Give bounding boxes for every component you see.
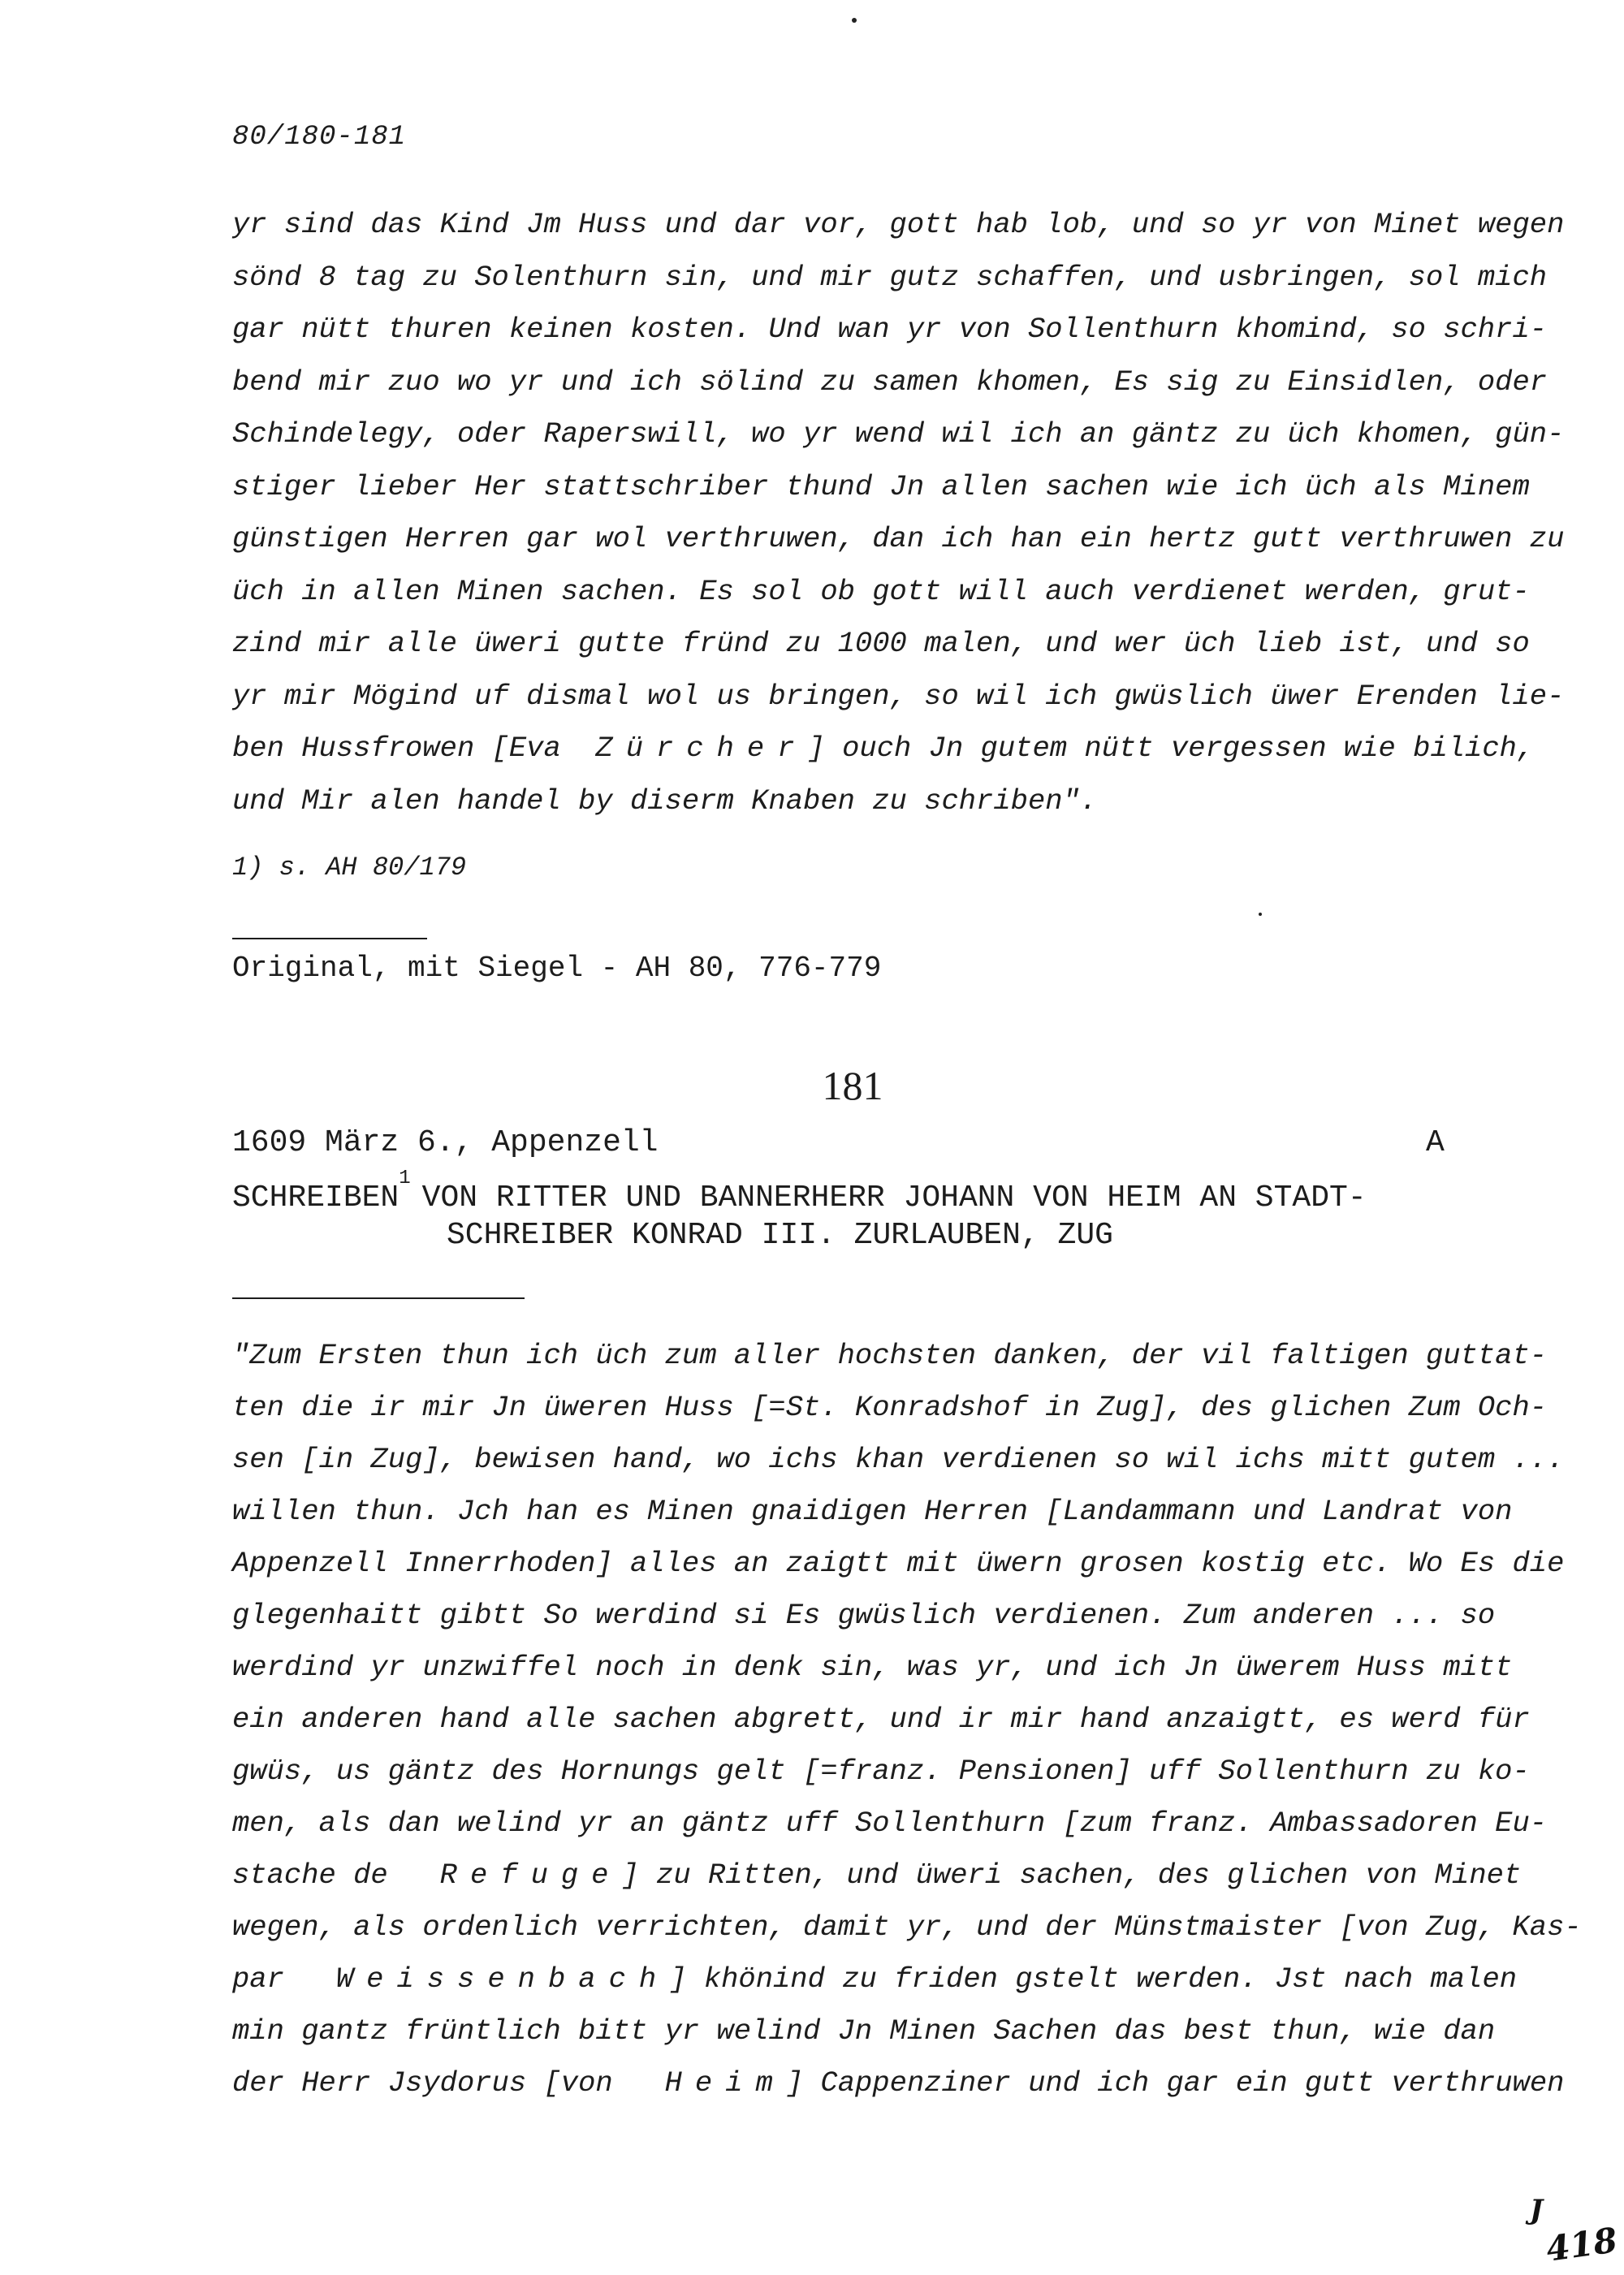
text-line xyxy=(232,1953,1518,2005)
text-line: sen [in Zug], bewisen hand, wo ichs khan verdienen so wil ichs mitt gutem ... xyxy=(232,1443,1565,1476)
text-segment: par xyxy=(232,1962,284,1996)
text-line: yr sind das Kind Jm Huss und dar vor, gott hab lob, und so yr von Minet wegen xyxy=(232,208,1565,241)
spaced-name: Heim xyxy=(664,2066,786,2100)
source-note: Original, mit Siegel - AH 80, 776-779 xyxy=(232,952,882,985)
divider xyxy=(232,1297,525,1299)
text-line xyxy=(232,2057,1565,2109)
text-line: gwüs, us gäntz des Hornungs gelt [=franz. Pensionen] uff Sollenthurn zu ko- xyxy=(232,1755,1530,1788)
text-line: Appenzell Innerrhoden] alles an zaigtt mit üwern grosen kostig etc. Wo Es die xyxy=(232,1547,1565,1580)
text-line: "Zum Ersten thun ich üch zum aller hochsten danken, der vil faltigen guttat- xyxy=(232,1339,1548,1372)
text-line: wegen, als ordenlich verrichten, damit yr, und der Münstmaister [von Zug, Kas- xyxy=(232,1910,1582,1944)
text-line: min gantz früntlich bitt yr welind Jn Minen Sachen das best thun, wie dan xyxy=(232,2014,1496,2048)
title-prefix: SCHREIBEN xyxy=(232,1181,400,1215)
handwritten-mark: J xyxy=(1530,2194,1544,2226)
text-line: men, als dan welind yr an gäntz uff Sollenthurn [zum franz. Ambassadoren Eu- xyxy=(232,1807,1548,1840)
spaced-name: Zürcher xyxy=(595,732,808,765)
document-181-text xyxy=(232,1330,1582,2109)
spaced-name: Weissenbach xyxy=(335,1962,670,1996)
text-line: glegenhaitt gibtt So werdind si Es gwüslich verdienen. Zum anderen ... so xyxy=(232,1599,1496,1632)
text-segment: ] ouch Jn gutem nütt vergessen wie bilich, xyxy=(807,732,1535,765)
text-line xyxy=(232,1850,1522,1902)
text-segment: stache de xyxy=(232,1858,388,1892)
text-segment: ] zu Ritten, und üweri sachen, des glichen von Minet xyxy=(621,1858,1522,1892)
scan-speck xyxy=(852,18,857,23)
date-place: 1609 März 6., Appenzell xyxy=(232,1125,659,1160)
text-line: zind mir alle üweri gutte fründ zu 1000 malen, und wer üch lieb ist, und so xyxy=(232,627,1530,660)
text-line xyxy=(232,723,1535,775)
text-segment: ] khönind zu friden gstelt werden. Jst nach malen xyxy=(669,1962,1518,1996)
document-180-text xyxy=(232,199,1565,827)
title-line: SCHREIBER KONRAD III. ZURLAUBEN, ZUG xyxy=(447,1218,1113,1253)
title-text: VON RITTER UND BANNERHERR JOHANN VON HEIM AN STADT- xyxy=(421,1181,1367,1215)
title-line xyxy=(232,1168,1367,1217)
spaced-name: Refuge xyxy=(439,1858,622,1892)
text-line: bend mir zuo wo yr und ich sölind zu samen khomen, Es sig zu Einsidlen, oder xyxy=(232,365,1548,399)
document-number: 181 xyxy=(822,1063,883,1108)
divider xyxy=(232,938,427,939)
text-segment: der Herr Jsydorus [von xyxy=(232,2066,613,2100)
document-letter: A xyxy=(1426,1125,1445,1160)
text-line: gar nütt thuren keinen kosten. Und wan yr von Sollenthurn khomind, so schri- xyxy=(232,313,1548,346)
text-line: willen thun. Jch han es Minen gnaidigen Herren [Landammann und Landrat von xyxy=(232,1495,1513,1528)
document-title xyxy=(232,1168,1367,1254)
text-line: sönd 8 tag zu Solenthurn sin, und mir gutz schaffen, und usbringen, sol mich xyxy=(232,260,1548,294)
handwritten-page-number: 418 xyxy=(1544,2220,1620,2269)
text-line: stiger lieber Her stattschriber thund Jn allen sachen wie ich üch als Minem xyxy=(232,469,1530,503)
scan-speck xyxy=(1259,913,1262,916)
text-line: werdind yr unzwiffel noch in denk sin, was yr, und ich Jn üwerem Huss mitt xyxy=(232,1651,1513,1684)
footnote: 1) s. AH 80/179 xyxy=(232,853,467,883)
text-line: yr mir Mögind uf dismal wol us bringen, so wil ich gwüslich üwer Erenden lie- xyxy=(232,679,1565,713)
text-line: ein anderen hand alle sachen abgrett, und ir mir hand anzaigtt, es werd für xyxy=(232,1703,1530,1736)
text-line: günstigen Herren gar wol verthruwen, dan ich han ein hertz gutt verthruwen zu xyxy=(232,522,1565,555)
text-segment: ben Hussfrowen [Eva xyxy=(232,732,561,765)
text-segment: ] Cappenziner und ich gar ein gutt verthruwen xyxy=(785,2066,1565,2100)
text-line: Schindelegy, oder Raperswill, wo yr wend wil ich an gäntz zu üch khomen, gün- xyxy=(232,417,1565,451)
text-line: und Mir alen handel by diserm Knaben zu schriben". xyxy=(232,784,1098,818)
footnote-mark: 1 xyxy=(399,1168,411,1189)
text-line: üch in allen Minen sachen. Es sol ob gott will auch verdienet werden, grut- xyxy=(232,574,1530,608)
text-line: ten die ir mir Jn üweren Huss [=St. Konradshof in Zug], des glichen Zum Och- xyxy=(232,1391,1548,1424)
page-reference: 80/180-181 xyxy=(232,122,407,153)
